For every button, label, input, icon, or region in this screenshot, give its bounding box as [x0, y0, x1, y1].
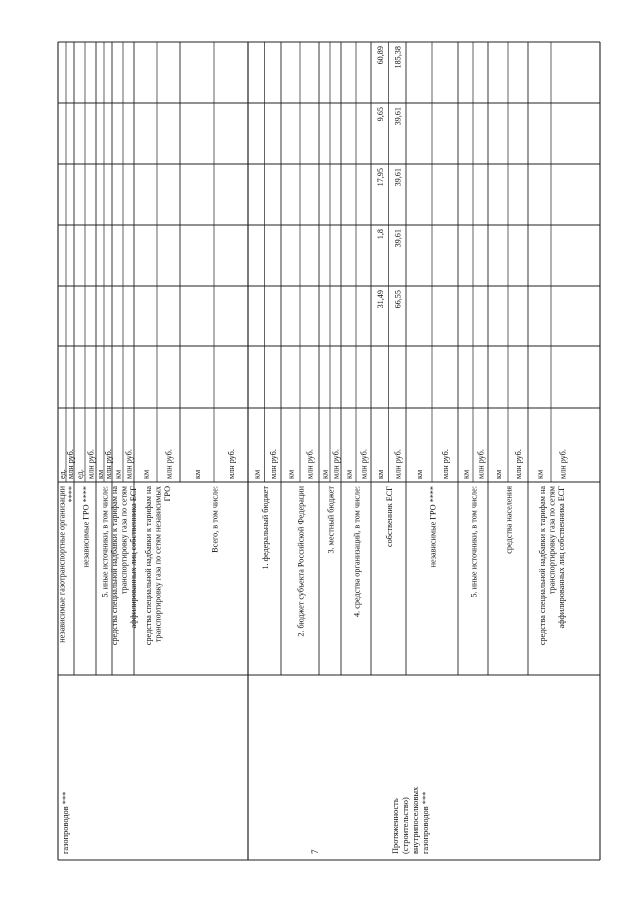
- unit-cell: млн руб.: [441, 449, 450, 479]
- source-label: независимые ГРО ****: [428, 486, 438, 568]
- source-label: ГРО: [162, 486, 172, 502]
- value-cell: 185,38: [393, 46, 403, 69]
- value-cell: 60,89: [375, 46, 385, 65]
- unit-cell: млн руб.: [86, 449, 96, 479]
- value-cell: 39,61: [393, 107, 403, 126]
- unit-cell: км: [320, 469, 330, 479]
- unit-cell: млн руб.: [331, 449, 341, 479]
- source-label: транспортировку газа по сетям: [547, 486, 557, 595]
- unit-cell: км: [344, 469, 354, 479]
- unit-cell: км: [375, 469, 385, 479]
- source-label: транспортировку газа по сетям независимых: [153, 486, 163, 643]
- value-cell: 39,61: [393, 168, 403, 187]
- unit-cell: км: [286, 469, 296, 479]
- row-title: Протяженность: [391, 798, 400, 854]
- unit-cell: км: [415, 469, 424, 479]
- unit-cell: км: [252, 469, 262, 479]
- unit-cell: млн руб.: [514, 449, 523, 479]
- unit-cell: млн руб.: [393, 449, 403, 479]
- value-cell: 17,95: [375, 168, 385, 187]
- source-label: независимые газотранспортные организации: [57, 486, 67, 643]
- unit-cell: млн руб.: [476, 449, 486, 479]
- source-label: средства специальной надбавки к тарифам на: [537, 486, 547, 646]
- source-label: Всего, в том числе:: [210, 486, 220, 553]
- source-label: ****: [67, 486, 76, 503]
- unit-cell: км: [96, 469, 105, 479]
- row-title: внутрипоселковых: [411, 786, 420, 854]
- unit-cell: млн руб.: [268, 449, 278, 479]
- row-title: газопроводов ***: [421, 791, 430, 854]
- source-label: 5. иные источники, в том числе:: [469, 486, 479, 598]
- unit-cell: ед.: [75, 469, 85, 479]
- unit-cell: млн руб.: [227, 449, 236, 479]
- row-number: 7: [310, 849, 320, 854]
- unit-cell: млн руб.: [124, 449, 134, 479]
- unit-cell: млн руб.: [558, 449, 568, 479]
- unit-cell: км: [113, 469, 123, 479]
- unit-cell: ед.: [58, 469, 67, 479]
- source-label: независимые ГРО ****: [81, 486, 91, 568]
- unit-cell: км: [535, 469, 545, 479]
- unit-cell: млн руб.: [164, 449, 174, 479]
- unit-cell: млн руб.: [66, 449, 75, 479]
- value-cell: 31,49: [375, 290, 385, 309]
- value-cell: 1,8: [375, 229, 385, 240]
- unit-cell: млн руб.: [104, 449, 113, 479]
- source-label: 2. бюджет субъекта Российской Федерации: [296, 486, 306, 637]
- unit-cell: км: [193, 469, 202, 479]
- unit-cell: км: [494, 469, 503, 479]
- value-cell: 9,65: [375, 107, 385, 122]
- source-label: 1. федеральный бюджет: [260, 486, 270, 570]
- source-label: аффилированных лиц собственника ЕСГ: [128, 486, 138, 629]
- row-title: газопроводов ***: [61, 791, 70, 854]
- value-cell: 66,55: [393, 290, 403, 309]
- source-label: средства специальной надбавки к тарифам на: [109, 486, 119, 646]
- source-label: собственник ЕСГ: [384, 486, 394, 547]
- unit-cell: млн руб.: [359, 449, 369, 479]
- unit-cell: млн руб.: [305, 449, 315, 479]
- source-label: средства специальной надбавки к тарифам на: [143, 486, 153, 646]
- value-cell: 39,61: [393, 229, 403, 248]
- source-label: 5. иные источники, в том числе:: [100, 486, 110, 598]
- source-label: аффилированных лиц собственника ЕСГ: [556, 486, 566, 629]
- source-label: средства населения: [504, 486, 514, 554]
- row-title: (строительство): [401, 797, 410, 854]
- unit-cell: км: [141, 469, 151, 479]
- unit-cell: км: [461, 469, 471, 479]
- source-label: 4. средства организаций, в том числе:: [352, 486, 362, 617]
- source-label: транспортировку газа по сетям: [119, 486, 129, 595]
- source-label: 3. местный бюджет: [326, 486, 336, 554]
